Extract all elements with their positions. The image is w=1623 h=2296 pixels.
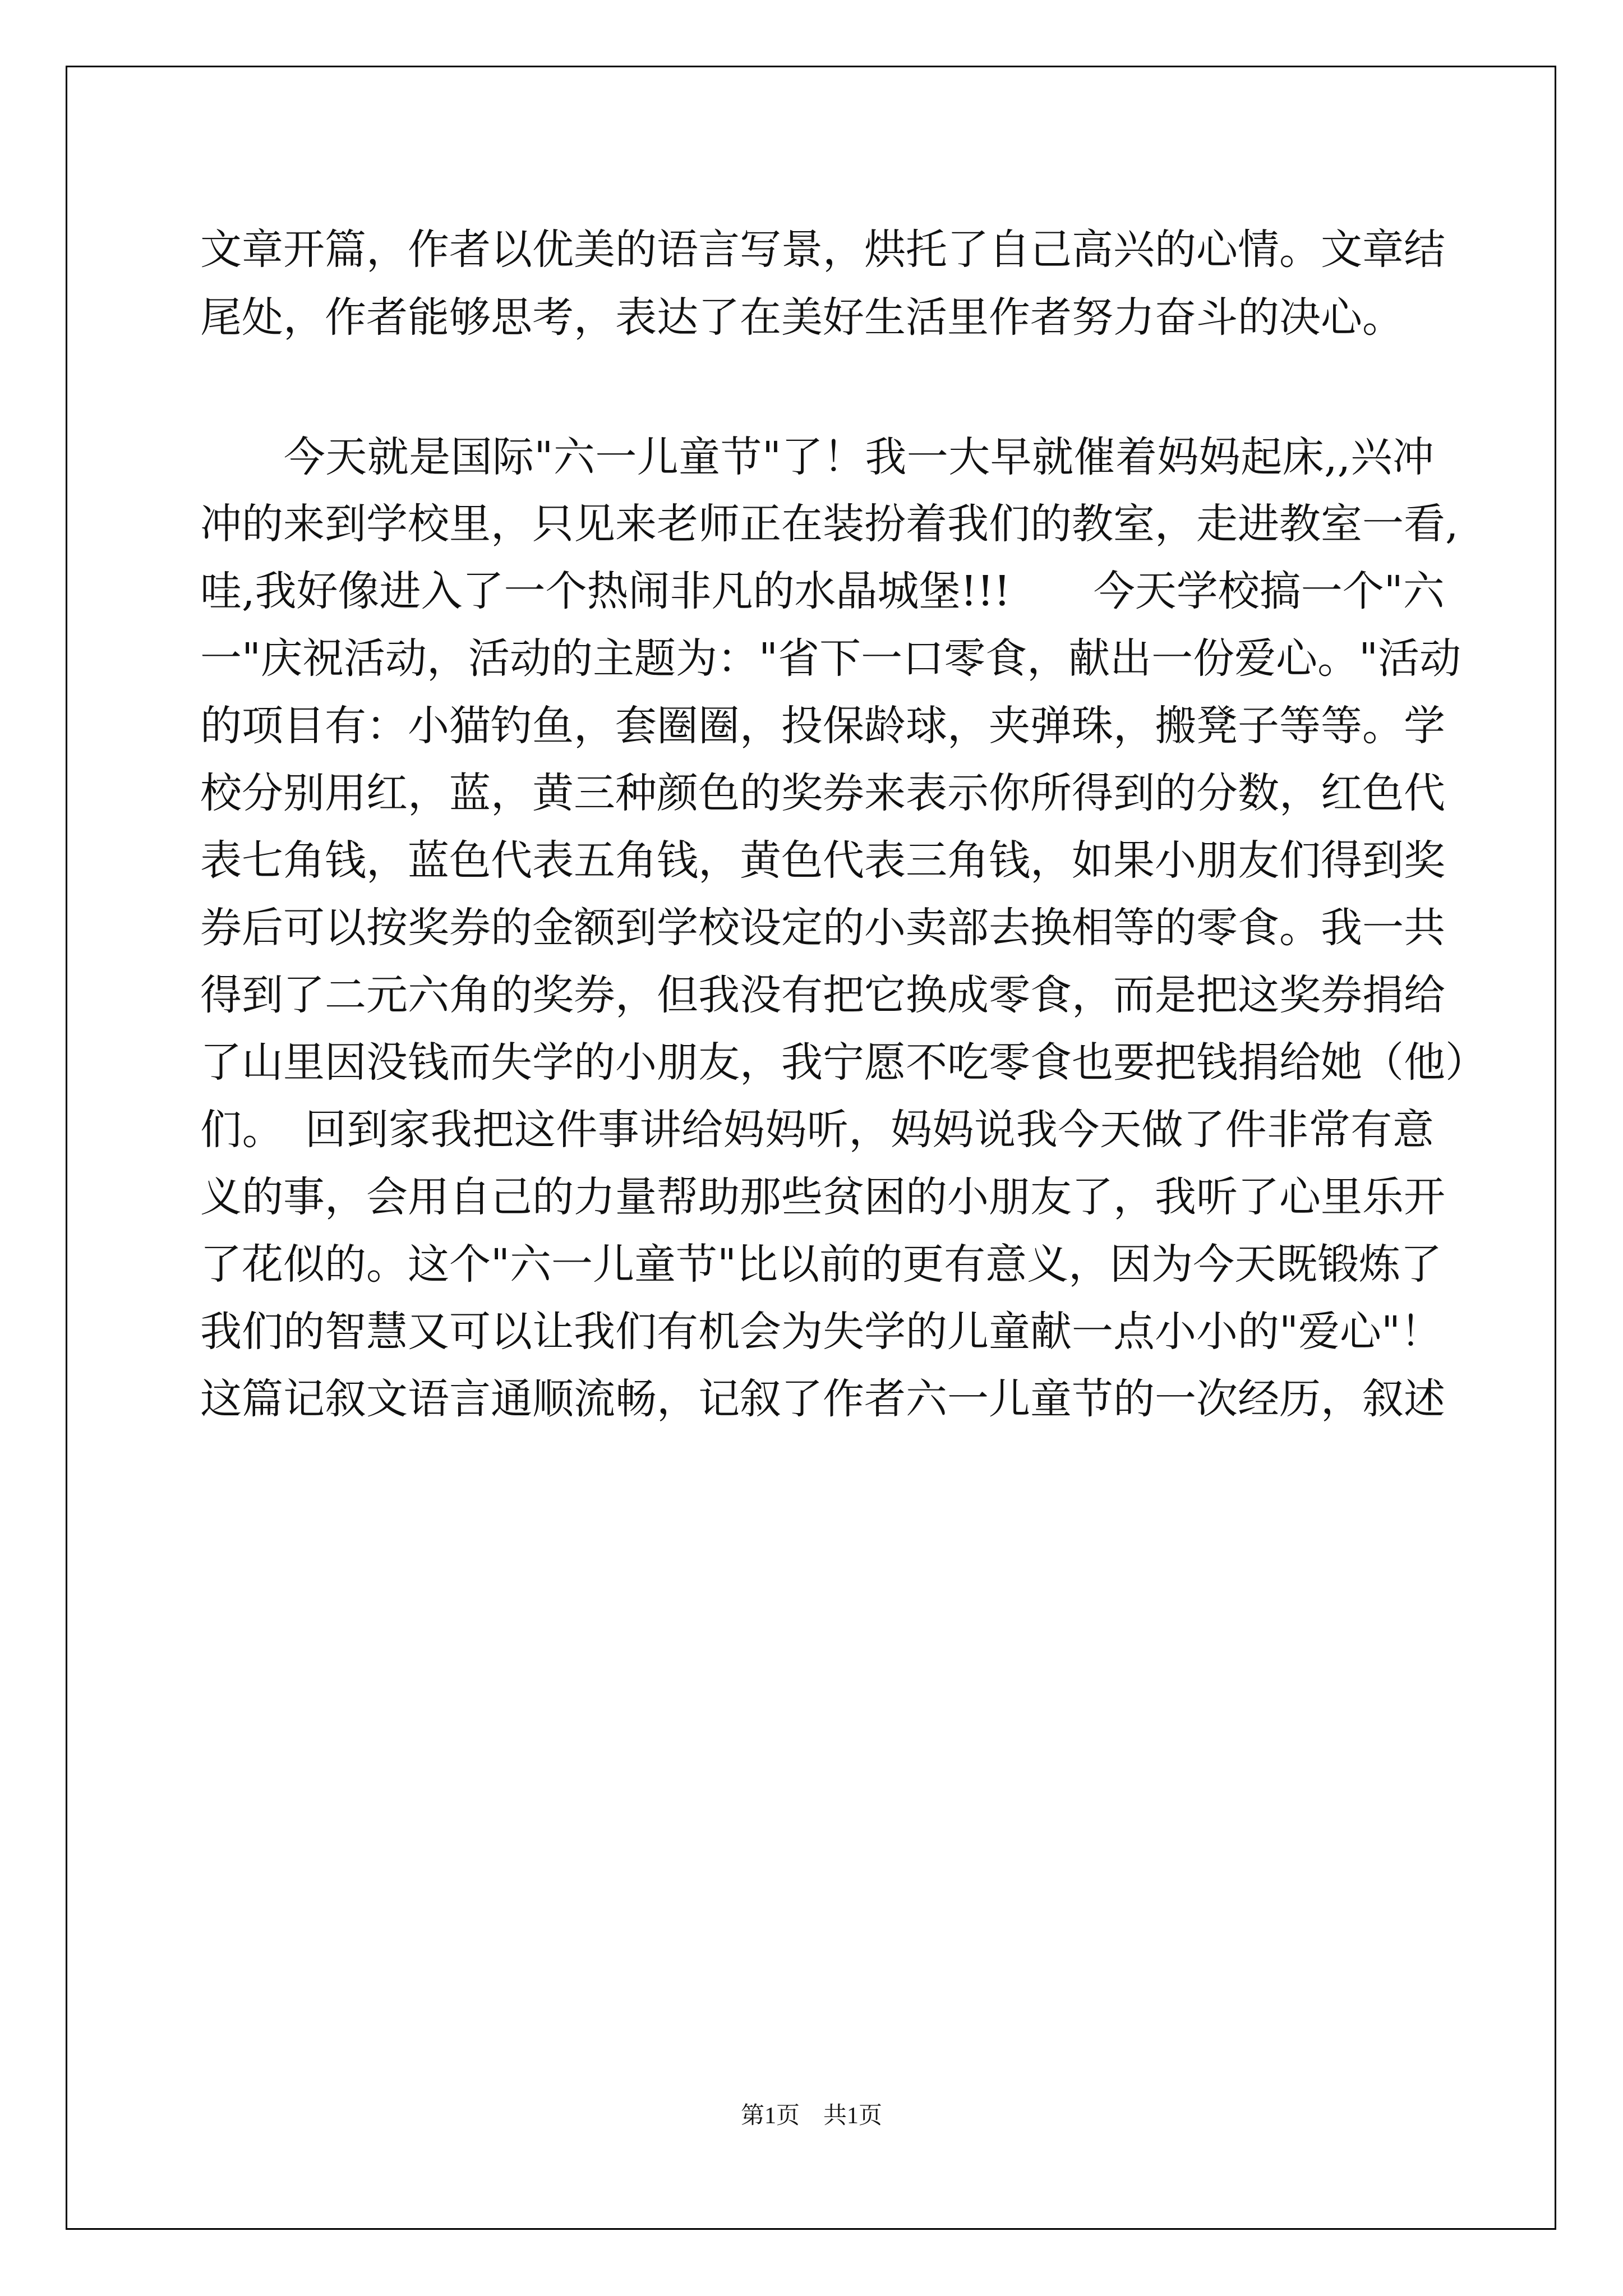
- text-line: 尾处，作者能够思考，表达了在美好生活里作者努力奋斗的决心。: [200, 293, 1404, 342]
- page-number-footer: 第1页 共1页: [740, 2103, 882, 2129]
- text-line: 了山里因没钱而失学的小朋友，我宁愿不吃零食也要把钱捐给她（他）: [200, 1038, 1487, 1087]
- text-line: 校分别用红，蓝，黄三种颜色的奖券来表示你所得到的分数，红色代: [200, 769, 1445, 817]
- text-line: 的项目有：小猫钓鱼，套圈圈，投保龄球，夹弹珠，搬凳子等等。学: [200, 702, 1445, 750]
- text-line: 券后可以按奖券的金额到学校设定的小卖部去换相等的零食。我一共: [200, 904, 1445, 952]
- text-line: 这篇记叙文语言通顺流畅，记叙了作者六一儿童节的一次经历，叙述: [200, 1375, 1445, 1423]
- text-line: 表七角钱，蓝色代表五角钱，黄色代表三角钱，如果小朋友们得到奖: [200, 836, 1445, 885]
- text-line: 我们的智慧又可以让我们有机会为失学的儿童献一点小小的"爱心"！: [200, 1308, 1442, 1356]
- text-line: 义的事，会用自己的力量帮助那些贫困的小朋友了，我听了心里乐开: [200, 1173, 1445, 1221]
- text-line: 哇,我好像进入了一个热闹非凡的水晶城堡!!! 今天学校搞一个"六: [200, 567, 1445, 615]
- text-line: 文章开篇，作者以优美的语言写景，烘托了自己高兴的心情。文章结: [200, 226, 1445, 274]
- text-line: 了花似的。这个"六一儿童节"比以前的更有意义，因为今天既锻炼了: [200, 1240, 1442, 1289]
- text-line: 今天就是国际"六一儿童节"了！我一大早就催着妈妈起床,,兴冲: [200, 433, 1434, 481]
- text-line: 冲的来到学校里，只见来老师正在装扮着我们的教室，走进教室一看,: [200, 500, 1459, 548]
- text-line: 一"庆祝活动，活动的主题为："省下一口零食，献出一份爱心。"活动: [200, 634, 1461, 683]
- text-line: 们。 回到家我把这件事讲给妈妈听，妈妈说我今天做了件非常有意: [200, 1106, 1434, 1154]
- text-line: 得到了二元六角的奖券，但我没有把它换成零食，而是把这奖券捐给: [200, 971, 1445, 1019]
